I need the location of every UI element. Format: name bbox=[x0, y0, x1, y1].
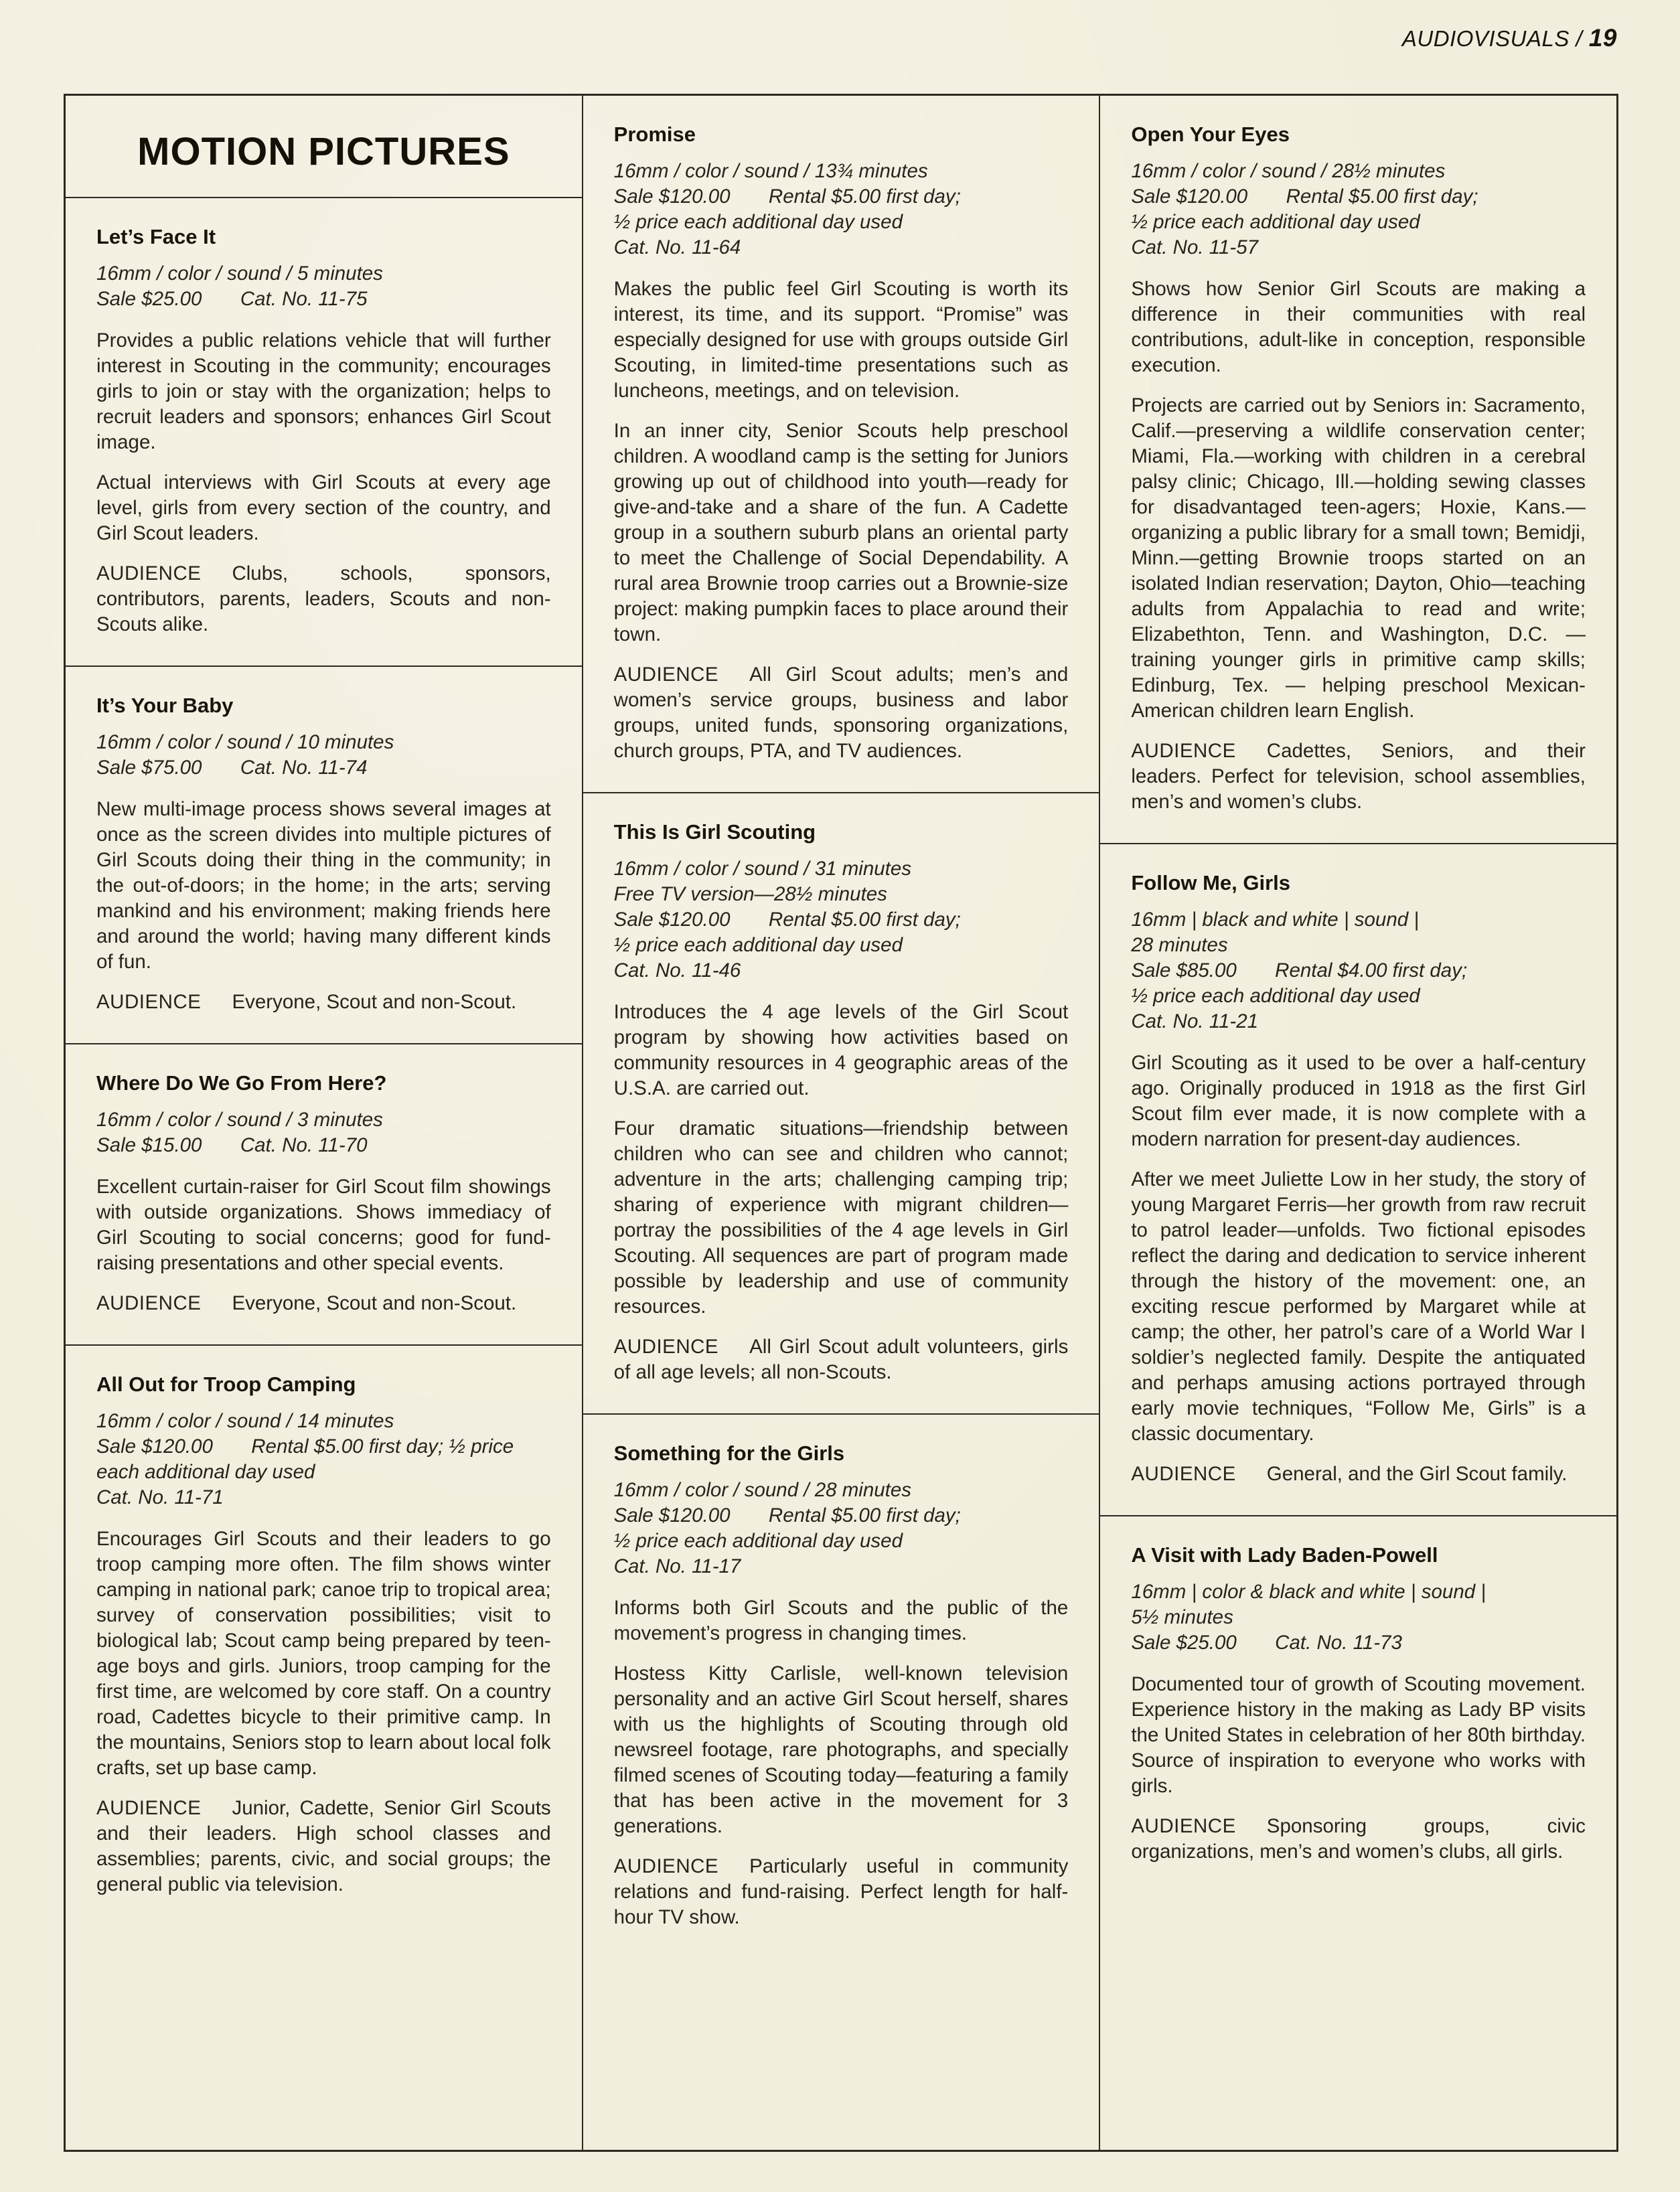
film-description: Hostess Kitty Carlisle, well-known television personality and an active Girl Scout herself, shares with us the highlights of Scouting through old newsreel footage, rare photographs, and specially filmed scenes of Scouting today—featuring a family that has been active in the movement for 3 generations. bbox=[613, 1662, 1069, 1837]
spec-line: 16mm / color / sound / 5 minutes bbox=[96, 262, 383, 285]
film-title: All Out for Troop Camping bbox=[96, 1373, 356, 1396]
film-specs bbox=[96, 1107, 551, 1158]
film-entry-where-do-we-go bbox=[66, 1044, 582, 1346]
film-entry-something-for-the-girls bbox=[583, 1415, 1099, 1958]
spec-line: Cat. No. 11-21 bbox=[1131, 1010, 1259, 1032]
film-title: It’s Your Baby bbox=[96, 694, 234, 717]
audience-line bbox=[1131, 1814, 1586, 1865]
audience-line bbox=[614, 1854, 1069, 1930]
film-description: Excellent curtain-raiser for Girl Scout film showings with outside organizations. Shows immediacy of Girl Scouting to social concerns; good for fund-raising presentations and other special events. bbox=[96, 1176, 551, 1274]
spec-line: Sale $85.00 Rental $4.00 first day; bbox=[1131, 959, 1468, 982]
section-title: MOTION PICTURES bbox=[137, 130, 510, 173]
page-header bbox=[1402, 24, 1617, 52]
audience-label: AUDIENCE bbox=[96, 562, 202, 584]
film-entry-open-your-eyes bbox=[1100, 96, 1616, 844]
spec-line: 16mm / color / sound / 28 minutes bbox=[613, 1479, 912, 1501]
film-description: Introduces the 4 age levels of the Girl Scout program by showing how activities based on community resources in 4 geographic areas of the U.S.A. are carried out. bbox=[613, 1001, 1069, 1099]
audience-label: AUDIENCE bbox=[1131, 740, 1236, 762]
spec-line: Cat. No. 11-64 bbox=[613, 236, 741, 258]
audience-line bbox=[614, 1334, 1069, 1385]
audience-line bbox=[96, 561, 551, 637]
spec-line: Sale $120.00 Rental $5.00 first day; bbox=[1131, 185, 1478, 208]
film-description: Informs both Girl Scouts and the public of the movement’s progress in changing times. bbox=[613, 1597, 1069, 1644]
content-frame bbox=[64, 94, 1618, 2152]
film-description: Encourages Girl Scouts and their leaders to go troop camping more often. The film shows winter camping in national park; canoe trip to tropical area; survey of conservation possibilities; visit to biological lab; Scout camp being prepared by teen-age boys and girls. Juniors, troop camping for the first time, are welcomed by core staff. On a country road, Cadettes bicycle to their primitive camp. In the mountains, Seniors stop to learn about local folk crafts, set up base camp. bbox=[96, 1528, 551, 1779]
audience-line bbox=[1131, 738, 1586, 815]
spec-line: Cat. No. 11-71 bbox=[96, 1486, 224, 1508]
film-description: Actual interviews with Girl Scouts at every age level, girls from every section of the country, and Girl Scout leaders. bbox=[96, 471, 551, 544]
audience-line bbox=[96, 990, 551, 1015]
spec-line: 16mm / color / sound / 3 minutes bbox=[96, 1109, 383, 1131]
film-description: Projects are carried out by Seniors in: Sacramento, Calif.—preserving a wildlife conservation center; Miami, Fla.—working with children in a cerebral palsy clinic; Chicago, Ill.—holding sewing classes for disadvantaged teen-agers; Hoxie, Kans.—organizing a public library for a small town; Bemidji, Minn.—getting Brownie troops started on an isolated Indian reservation; Dayton, Ohio—teaching adults from Appalachia to read and write; Elizabethton, Tenn. and Washington, D.C. — training younger girls in primitive camp skills; Edinburg, Tex. — helping preschool Mexican-American children learn English. bbox=[1131, 394, 1586, 722]
spec-line: Sale $15.00 Cat. No. 11-70 bbox=[96, 1134, 368, 1156]
film-specs bbox=[96, 730, 551, 781]
spec-line: 28 minutes bbox=[1131, 934, 1228, 956]
film-description: Makes the public feel Girl Scouting is worth its interest, its time, and its support. “Promise” was especially designed for use with groups outside Girl Scouting, in limited-time presentations such as luncheons, meetings, and on television. bbox=[613, 278, 1069, 402]
film-title: Where Do We Go From Here? bbox=[96, 1071, 387, 1095]
spec-line: Cat. No. 11-46 bbox=[613, 959, 741, 982]
spec-line: ½ price each additional day used bbox=[613, 211, 903, 233]
column-2 bbox=[582, 96, 1099, 2150]
film-title: Something for the Girls bbox=[613, 1441, 845, 1465]
audience-label: AUDIENCE bbox=[96, 1797, 202, 1819]
spec-line: Sale $75.00 Cat. No. 11-74 bbox=[96, 757, 368, 779]
audience-text: General, and the Girl Scout family. bbox=[1266, 1463, 1568, 1485]
audience-label: AUDIENCE bbox=[613, 1336, 719, 1358]
film-specs bbox=[614, 856, 1069, 984]
film-entry-all-out-troop-camping bbox=[66, 1346, 582, 1926]
film-entry-lets-face-it bbox=[66, 198, 582, 667]
spec-line: 16mm / color / sound / 10 minutes bbox=[96, 731, 394, 753]
film-entry-its-your-baby bbox=[66, 667, 582, 1044]
audience-text: Junior, Cadette, Senior Girl Scouts and their leaders. High school classes and assemblies; parents, civic, and social groups; the general public via television. bbox=[96, 1797, 551, 1895]
film-specs bbox=[1131, 1579, 1586, 1656]
audience-text: Sponsoring groups, civic organizations, men’s and women’s clubs, all girls. bbox=[1131, 1815, 1586, 1863]
film-description: Documented tour of growth of Scouting movement. Experience history in the making as Lady BP visits the United States in celebration of her 80th birthday. Source of inspiration to everyone who works with girls. bbox=[1131, 1673, 1586, 1797]
spec-line: 16mm / color / sound / 28½ minutes bbox=[1131, 160, 1446, 182]
film-specs bbox=[614, 159, 1069, 260]
spec-line: Sale $25.00 Cat. No. 11-75 bbox=[96, 288, 368, 310]
film-description: Four dramatic situations—friendship between children who can see and children who cannot; adventure in the arts; challenging camping trip; sharing of experience with migrant children—portray the possibilities of the 4 age levels in Girl Scouting. All sequences are part of program made possible by leadership and use of community resources. bbox=[613, 1117, 1069, 1318]
audience-line bbox=[96, 1291, 551, 1316]
spec-line: ½ price each additional day used bbox=[1131, 985, 1420, 1007]
audience-text: Cadettes, Seniors, and their leaders. Perfect for television, school assemblies, men’s and women’s clubs. bbox=[1131, 740, 1586, 813]
film-specs bbox=[96, 1409, 551, 1510]
film-specs bbox=[96, 261, 551, 312]
film-entry-promise bbox=[583, 96, 1099, 793]
page-header-title: AUDIOVISUALS / bbox=[1401, 26, 1583, 51]
spec-line: 16mm / color / sound / 31 minutes bbox=[613, 858, 912, 880]
spec-line: 16mm | black and white | sound | bbox=[1131, 909, 1419, 931]
film-description: In an inner city, Senior Scouts help preschool children. A woodland camp is the setting for Juniors growing up out of childhood into youth—ready for give-and-take and a share of the fun. A Cadette group in a southern suburb plans an oriental party to meet the Challenge of Social Dependability. A rural area Brownie troop carries out a Brownie-size project: making pumpkin faces to place around their town. bbox=[613, 420, 1069, 645]
film-entry-follow-me-girls bbox=[1100, 844, 1616, 1516]
audience-label: AUDIENCE bbox=[96, 1292, 202, 1314]
film-title: Promise bbox=[613, 123, 696, 146]
spec-line: Sale $25.00 Cat. No. 11-73 bbox=[1131, 1632, 1402, 1654]
film-description: Girl Scouting as it used to be over a half-century ago. Originally produced in 1918 as the first Girl Scout film ever made, it is now complete with a modern narration for present-day audiences. bbox=[1131, 1052, 1586, 1150]
audience-text: Everyone, Scout and non-Scout. bbox=[232, 1292, 517, 1314]
column-3 bbox=[1099, 96, 1616, 2150]
film-description: Provides a public relations vehicle that will further interest in Scouting in the community; encourages girls to join or stay with the organization; helps to recruit leaders and sponsors; enhances Girl Scout image. bbox=[96, 329, 551, 453]
film-title: Let’s Face It bbox=[96, 225, 216, 248]
spec-line: 5½ minutes bbox=[1131, 1606, 1233, 1628]
spec-line: ½ price each additional day used bbox=[1131, 211, 1420, 233]
spec-line: 16mm / color / sound / 14 minutes bbox=[96, 1410, 394, 1432]
film-description: Shows how Senior Girl Scouts are making a difference in their communities with real contributions, adult-like in conception, responsible execution. bbox=[1131, 278, 1586, 376]
film-specs bbox=[1131, 907, 1586, 1034]
film-title: Open Your Eyes bbox=[1131, 123, 1290, 146]
film-entry-this-is-girl-scouting bbox=[583, 793, 1099, 1415]
audience-label: AUDIENCE bbox=[1131, 1463, 1236, 1485]
audience-line bbox=[96, 1796, 551, 1897]
film-entry-visit-lady-baden-powell bbox=[1100, 1516, 1616, 1893]
film-description: After we meet Juliette Low in her study, the story of young Margaret Ferris—her growth from raw recruit to patrol leader—unfolds. Two fictional episodes reflect the daring and dedication to service inherent through the history of the movement: one, an exciting rescue performed by Margaret while at camp; the other, her patrol’s care of a World War I soldier’s neglected family. Despite the antiquated and perhaps amusing actions portrayed through early movie techniques, “Follow Me, Girls” is a classic documentary. bbox=[1131, 1168, 1586, 1445]
film-title: This Is Girl Scouting bbox=[613, 820, 816, 844]
audience-label: AUDIENCE bbox=[96, 991, 202, 1013]
film-title: A Visit with Lady Baden-Powell bbox=[1131, 1543, 1438, 1567]
audience-label: AUDIENCE bbox=[1131, 1815, 1236, 1837]
spec-line: Cat. No. 11-17 bbox=[613, 1555, 741, 1577]
audience-text: Everyone, Scout and non-Scout. bbox=[232, 991, 517, 1013]
audience-line bbox=[1131, 1462, 1586, 1487]
spec-line: ½ price each additional day used bbox=[613, 1530, 903, 1552]
film-specs bbox=[1131, 159, 1586, 260]
spec-line: Sale $120.00 Rental $5.00 first day; ½ price each additional day used bbox=[96, 1435, 520, 1483]
section-heading-block bbox=[66, 96, 582, 198]
audience-text: Clubs, schools, sponsors, contributors, parents, leaders, Scouts and non-Scouts alike. bbox=[96, 562, 551, 635]
audience-label: AUDIENCE bbox=[613, 1855, 719, 1877]
film-description: New multi-image process shows several images at once as the screen divides into multiple pictures of Girl Scouts doing their thing in the community; in the out-of-doors; in the home; in the arts; serving mankind and his environment; making friends here and around the world; having many different kinds of fun. bbox=[96, 798, 551, 973]
spec-line: Sale $120.00 Rental $5.00 first day; bbox=[613, 909, 961, 931]
column-1 bbox=[66, 96, 582, 2150]
audience-text: All Girl Scout adult volunteers, girls of all age levels; all non-Scouts. bbox=[613, 1336, 1069, 1383]
film-specs bbox=[614, 1478, 1069, 1579]
spec-line: Sale $120.00 Rental $5.00 first day; bbox=[613, 1504, 961, 1526]
spec-line: 16mm / color / sound / 13¾ minutes bbox=[613, 160, 928, 182]
spec-line: 16mm | color & black and white | sound | bbox=[1131, 1581, 1486, 1603]
film-title: Follow Me, Girls bbox=[1131, 871, 1291, 894]
audience-text: Particularly useful in community relations and fund-raising. Perfect length for half-hour TV show. bbox=[613, 1855, 1069, 1928]
spec-line: Cat. No. 11-57 bbox=[1131, 236, 1259, 258]
audience-label: AUDIENCE bbox=[613, 663, 719, 686]
audience-text: All Girl Scout adults; men’s and women’s service groups, business and labor groups, united funds, sponsoring organizations, church groups, PTA, and TV audiences. bbox=[613, 663, 1069, 762]
audience-line bbox=[614, 662, 1069, 764]
spec-line: Free TV version—28½ minutes bbox=[613, 883, 887, 905]
spec-line: ½ price each additional day used bbox=[613, 934, 903, 956]
spec-line: Sale $120.00 Rental $5.00 first day; bbox=[613, 185, 961, 208]
page-number: 19 bbox=[1588, 24, 1617, 52]
